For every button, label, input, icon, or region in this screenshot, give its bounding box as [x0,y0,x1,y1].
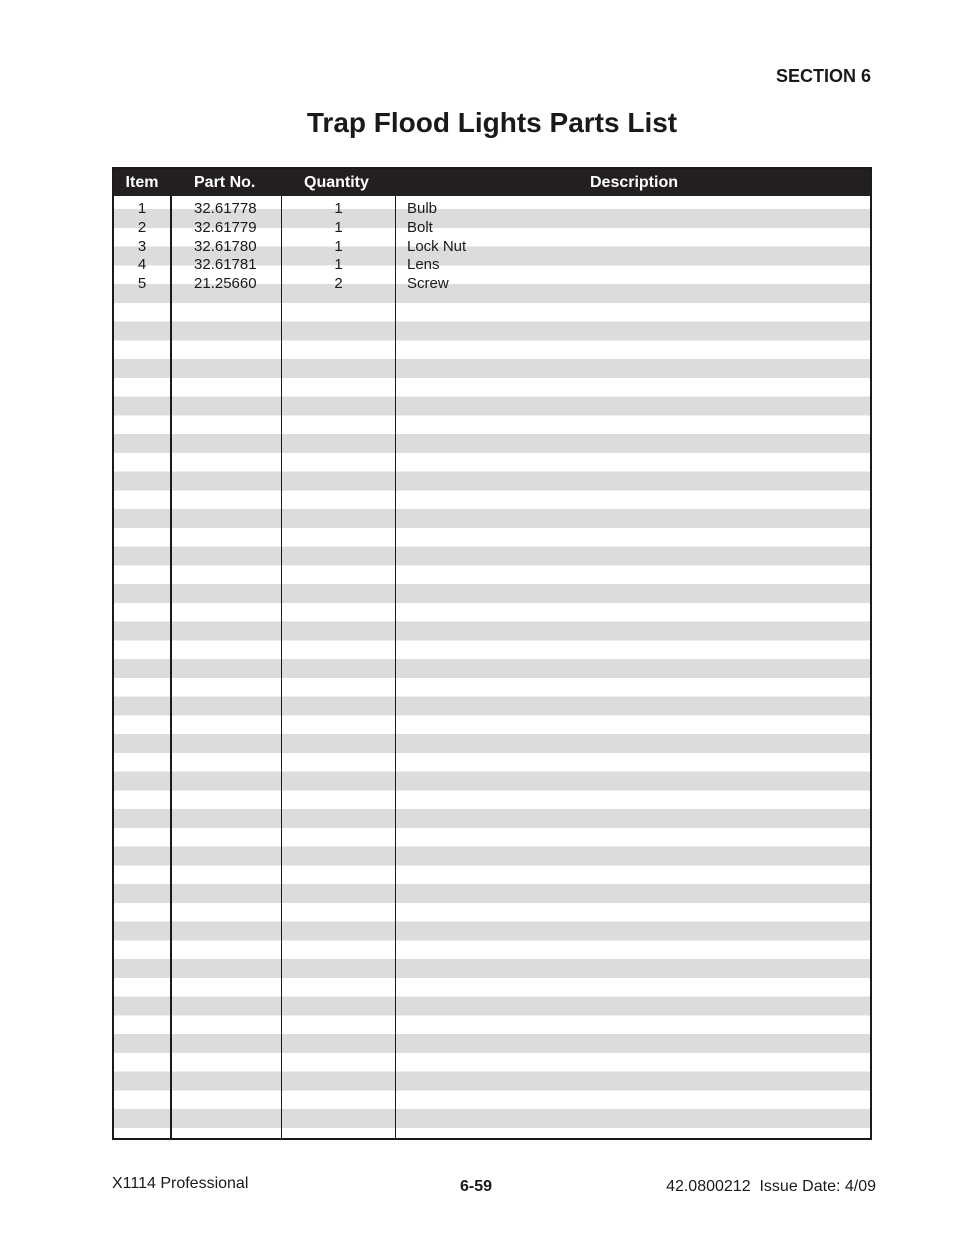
table-row [114,219,870,237]
column-divider [281,196,282,1138]
table-row [114,256,870,274]
cell-quantity: 1 [334,256,343,273]
cell-item: 5 [137,275,147,292]
table-row [114,238,870,256]
column-divider [170,196,172,1138]
cell-quantity: 1 [334,238,343,255]
cell-quantity: 1 [334,200,343,217]
cell-item: 3 [137,238,147,255]
cell-description: Screw [407,275,449,292]
column-header-part-no: Part No. [194,174,256,191]
footer-page-number: 6-59 [460,1178,493,1195]
section-label: SECTION 6 [775,66,871,86]
footer-model: X1114 Professional [112,1175,249,1192]
cell-description: Lock Nut [407,238,467,255]
cell-description: Bulb [407,200,438,217]
column-header-item: Item [125,174,159,191]
cell-part-no: 32.61779 [194,219,257,236]
cell-quantity: 2 [334,275,343,292]
page-title: Trap Flood Lights Parts List [306,107,678,138]
cell-part-no: 32.61781 [194,256,257,273]
cell-part-no: 21.25660 [194,275,257,292]
cell-item: 2 [137,219,147,236]
table-row [114,200,870,218]
cell-part-no: 32.61778 [194,200,257,217]
column-divider [395,196,396,1138]
column-header-quantity: Quantity [304,174,369,191]
parts-table [112,167,872,1140]
table-row [114,275,870,293]
table-body [114,196,870,1138]
cell-description: Bolt [407,219,433,236]
cell-quantity: 1 [334,219,343,236]
cell-description: Lens [407,256,440,273]
column-header-description: Description [589,174,678,191]
cell-item: 1 [137,200,147,217]
cell-part-no: 32.61780 [194,238,257,255]
table-header [114,169,870,196]
footer-doc-info: 42.0800212 Issue Date: 4/09 [666,1178,876,1195]
cell-item: 4 [137,256,147,273]
